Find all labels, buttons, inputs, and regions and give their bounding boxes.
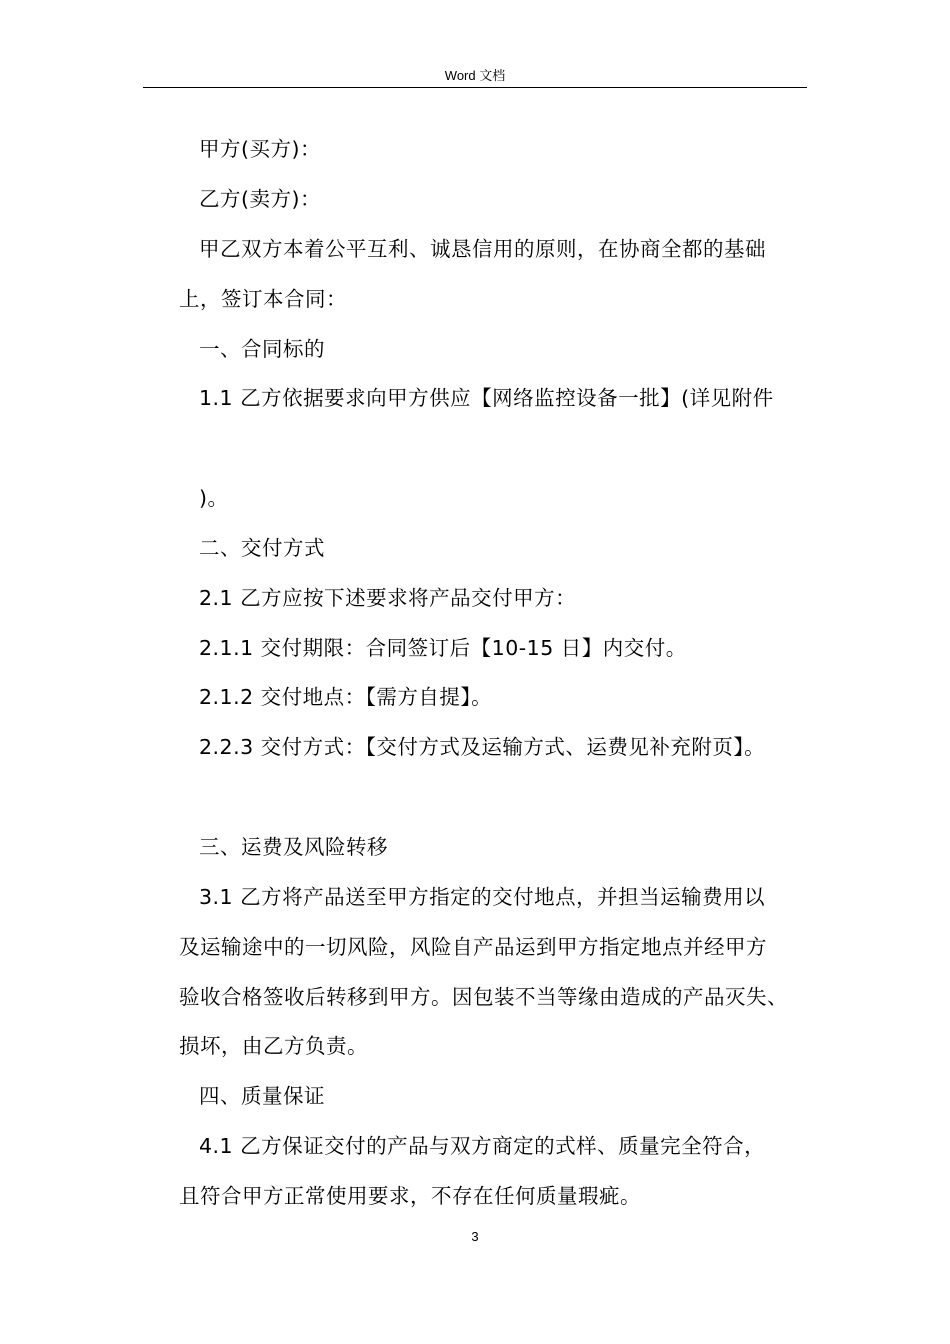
party-a-line: 甲方(买方)： <box>199 137 321 161</box>
page-header: Word 文档 <box>444 68 506 83</box>
page-number: 3 <box>471 1229 479 1244</box>
clause-3-1-line-2: 及运输途中的一切风险，风险自产品运到甲方指定地点并经甲方 <box>179 935 767 959</box>
party-b-line: 乙方(卖方)： <box>199 187 321 211</box>
clause-2-1-2: 2.1.2 交付地点：【需方自提】。 <box>199 685 493 709</box>
section-heading-4: 四、质量保证 <box>199 1084 325 1108</box>
clause-3-1-line-3: 验收合格签收后转移到甲方。因包装不当等缘由造成的产品灭失、 <box>179 985 788 1009</box>
clause-4-1-line-2: 且符合甲方正常使用要求，不存在任何质量瑕疵。 <box>179 1184 641 1208</box>
clause-2-1: 2.1 乙方应按下述要求将产品交付甲方： <box>199 586 577 610</box>
preamble-line-2: 上，签订本合同： <box>179 287 347 311</box>
clause-4-1-line-1: 4.1 乙方保证交付的产品与双方商定的式样、质量完全符合， <box>199 1134 766 1158</box>
section-heading-1: 一、合同标的 <box>199 337 325 361</box>
clause-2-2-3: 2.2.3 交付方式：【交付方式及运输方式、运费见补充附页】。 <box>199 735 766 759</box>
clause-3-1-line-1: 3.1 乙方将产品送至甲方指定的交付地点，并担当运输费用以 <box>199 885 766 909</box>
preamble-line-1: 甲乙双方本着公平互利、诚恳信用的原则，在协商全都的基础 <box>199 237 766 261</box>
section-heading-3: 三、运费及风险转移 <box>199 835 388 859</box>
section-heading-2: 二、交付方式 <box>199 536 325 560</box>
clause-1-1: 1.1 乙方依据要求向甲方供应【网络监控设备一批】(详见附件 <box>199 386 774 410</box>
clause-1-1-end: )。 <box>199 486 229 510</box>
clause-2-1-1: 2.1.1 交付期限：合同签订后【10-15 日】内交付。 <box>199 636 687 660</box>
clause-3-1-line-4: 损坏，由乙方负责。 <box>179 1034 368 1058</box>
